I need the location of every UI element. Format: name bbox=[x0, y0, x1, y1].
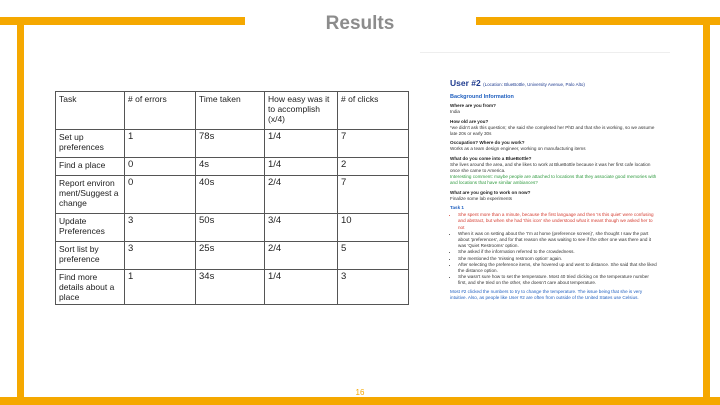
header-errors: # of errors bbox=[125, 92, 196, 130]
cell-errors: 1 bbox=[125, 130, 196, 158]
cell-task: Update Preferences bbox=[56, 214, 125, 242]
table-row bbox=[56, 242, 409, 270]
header-time: Time taken bbox=[196, 92, 265, 130]
table-row bbox=[56, 176, 409, 214]
cell-ease: 2/4 bbox=[265, 242, 338, 270]
question-origin: Where are you from? bbox=[450, 103, 496, 109]
observation-list bbox=[450, 212, 658, 286]
interesting-comment: Interesting comment: maybe people are attached to locations that they associate good memories with and locations that have similar ambiances? bbox=[450, 174, 657, 186]
table-row bbox=[56, 158, 409, 176]
observation-item: • She wasn't sure how to set the temperature. Most 40 tried clicking on the temperature number first, and she tried on the other, she doesn't care about temperature. bbox=[458, 274, 658, 286]
right-accent-bar bbox=[703, 17, 710, 405]
notes-top-rule bbox=[420, 52, 670, 53]
cell-time: 25s bbox=[196, 242, 265, 270]
answer-reason: She lives around the area, and she likes to work at BlueBottle because it was her first cafe location once she came to America. bbox=[450, 161, 651, 174]
table-row bbox=[56, 270, 409, 305]
user-notes-thumbnail bbox=[420, 52, 670, 356]
cell-time: 4s bbox=[196, 158, 265, 176]
observation-item: • She spent more than a minute, because the first language and then 'Is this quiet' were confusing and abstract, but when she had 'this icon' she understood what it meant though we asked her to not bbox=[458, 212, 658, 231]
cell-task: Sort list by preference bbox=[56, 242, 125, 270]
answer-work: Finalize some lab experiments bbox=[450, 195, 513, 201]
observation-item: • After selecting the preference items, she hovered up and went to distance. She said that she liked the distance option. bbox=[458, 262, 658, 274]
cell-errors: 3 bbox=[125, 242, 196, 270]
cell-ease: 1/4 bbox=[265, 158, 338, 176]
cell-errors: 1 bbox=[125, 270, 196, 305]
table-row bbox=[56, 214, 409, 242]
observation-item: • She mentioned the 'missing restroom option' again. bbox=[458, 256, 658, 262]
cell-time: 40s bbox=[196, 176, 265, 214]
closing-note: Most #2 clicked the numbers to try to change the temperature. The issue being that she is very intuitive. Also, as people like User #2 are often from outside of the United States use Celsius. bbox=[450, 288, 643, 300]
cell-time: 78s bbox=[196, 130, 265, 158]
question-reason: What do you come into a BlueBottle? bbox=[450, 155, 532, 161]
cell-task: Report environment/Suggest a change bbox=[56, 176, 125, 214]
user-title: User #2 bbox=[450, 78, 481, 88]
table-row bbox=[56, 130, 409, 158]
question-age: How old are you? bbox=[450, 118, 489, 124]
table-header-row bbox=[56, 92, 409, 130]
notes-body bbox=[450, 94, 658, 301]
question-occupation: Occupation? Where do you work? bbox=[450, 140, 525, 146]
observation-item: • She asked if the information referred to the crowdedness. bbox=[458, 249, 658, 255]
answer-occupation: Works as a team design engineer, working on manufacturing items bbox=[450, 146, 586, 152]
page-number: 16 bbox=[355, 388, 365, 397]
cell-task: Find a place bbox=[56, 158, 125, 176]
results-table bbox=[55, 91, 409, 305]
cell-time: 50s bbox=[196, 214, 265, 242]
cell-task: Find more details about a place bbox=[56, 270, 125, 305]
user-heading bbox=[450, 80, 585, 88]
cell-time: 34s bbox=[196, 270, 265, 305]
answer-age: *we didn't ask this question; she said she completed her PhD and that she is working, so we assume late 20s or early 30s bbox=[450, 124, 655, 137]
page-title: Results bbox=[325, 13, 395, 34]
observation-item: • When it was on setting about the 'I'm at home (preference screen)', she thought I saw the part about 'preferences', and for that reason she was waiting to see if the other one was there and it was 'Quiet Restrooms' option. bbox=[458, 231, 658, 250]
cell-ease: 1/4 bbox=[265, 270, 338, 305]
cell-clicks: 5 bbox=[338, 242, 409, 270]
cell-task: Set up preferences bbox=[56, 130, 125, 158]
bottom-accent-bar bbox=[0, 397, 720, 405]
cell-ease: 2/4 bbox=[265, 176, 338, 214]
left-accent-bar bbox=[17, 17, 24, 405]
cell-clicks: 3 bbox=[338, 270, 409, 305]
cell-ease: 1/4 bbox=[265, 130, 338, 158]
cell-errors: 0 bbox=[125, 158, 196, 176]
cell-clicks: 7 bbox=[338, 130, 409, 158]
cell-clicks: 2 bbox=[338, 158, 409, 176]
background-heading: Background Information bbox=[450, 94, 514, 100]
task-label: Task 1 bbox=[450, 205, 464, 211]
answer-origin: India bbox=[450, 109, 460, 115]
cell-clicks: 10 bbox=[338, 214, 409, 242]
header-ease: How easy was it to accomplish (x/4) bbox=[265, 92, 338, 130]
question-work: What are you going to work on now? bbox=[450, 189, 531, 195]
cell-errors: 0 bbox=[125, 176, 196, 214]
header-task: Task bbox=[56, 92, 125, 130]
cell-ease: 3/4 bbox=[265, 214, 338, 242]
user-location: (Location: BlueBottle, University Avenue, Palo Alto) bbox=[483, 82, 585, 87]
cell-errors: 3 bbox=[125, 214, 196, 242]
cell-clicks: 7 bbox=[338, 176, 409, 214]
header-clicks: # of clicks bbox=[338, 92, 409, 130]
